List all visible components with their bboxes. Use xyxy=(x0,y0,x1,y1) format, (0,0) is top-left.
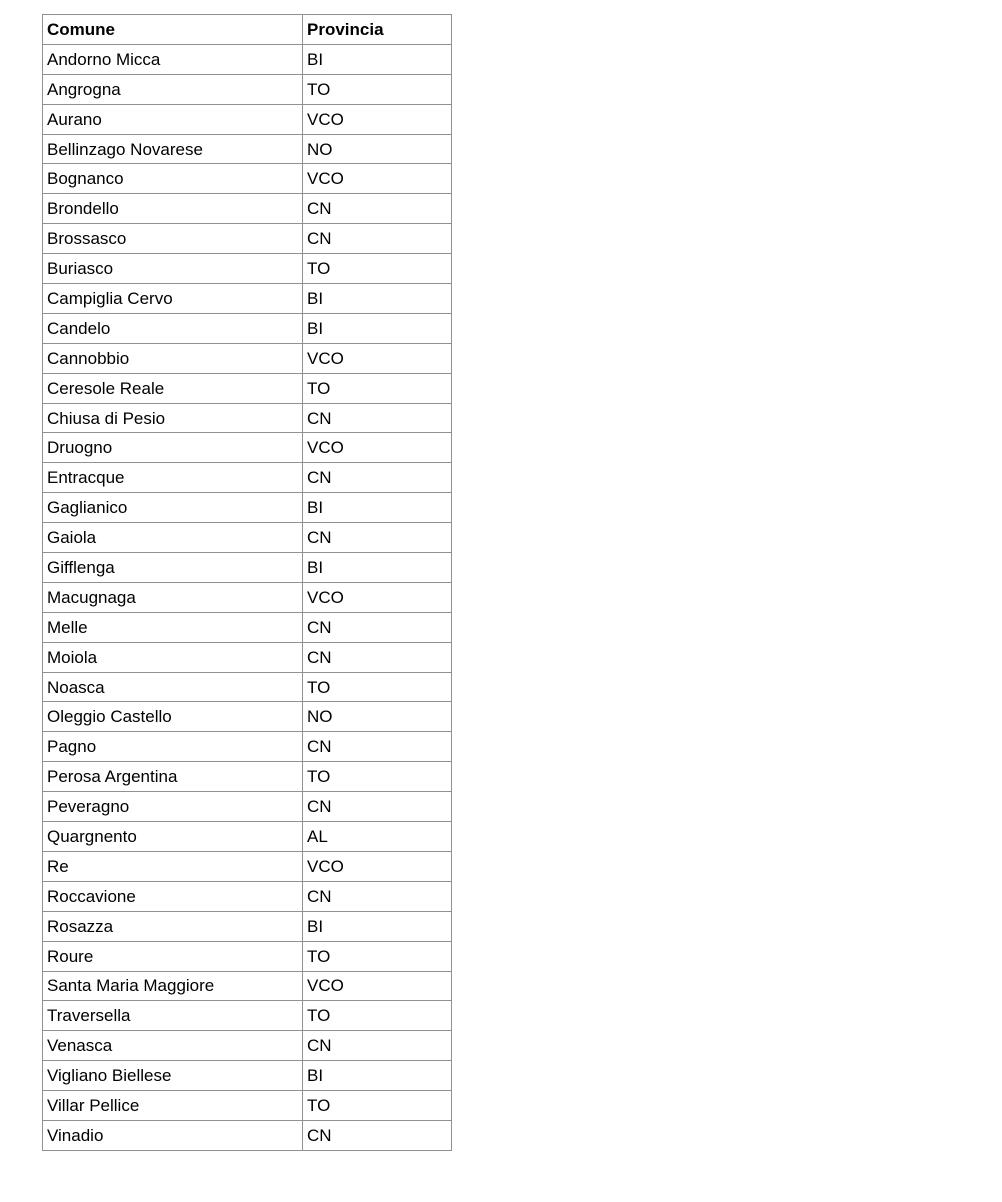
cell-comune: Bellinzago Novarese xyxy=(43,134,303,164)
cell-provincia: NO xyxy=(303,134,452,164)
cell-comune: Santa Maria Maggiore xyxy=(43,971,303,1001)
table-row xyxy=(43,672,452,702)
cell-comune: Peveragno xyxy=(43,792,303,822)
cell-provincia: TO xyxy=(303,1091,452,1121)
cell-comune: Vinadio xyxy=(43,1120,303,1150)
table-row xyxy=(43,642,452,672)
cell-comune: Melle xyxy=(43,612,303,642)
table-row xyxy=(43,1031,452,1061)
table-row xyxy=(43,1091,452,1121)
table-row xyxy=(43,164,452,194)
table-row xyxy=(43,194,452,224)
cell-comune: Rosazza xyxy=(43,911,303,941)
cell-comune: Gaiola xyxy=(43,523,303,553)
cell-provincia: CN xyxy=(303,403,452,433)
cell-comune: Entracque xyxy=(43,463,303,493)
cell-comune: Campiglia Cervo xyxy=(43,284,303,314)
cell-provincia: TO xyxy=(303,254,452,284)
cell-comune: Gifflenga xyxy=(43,553,303,583)
cell-comune: Aurano xyxy=(43,104,303,134)
table-row xyxy=(43,792,452,822)
cell-provincia: CN xyxy=(303,612,452,642)
comune-provincia-table xyxy=(42,14,452,1151)
cell-provincia: TO xyxy=(303,74,452,104)
column-header-provincia: Provincia xyxy=(303,15,452,45)
table-row xyxy=(43,284,452,314)
cell-provincia: CN xyxy=(303,1120,452,1150)
cell-provincia: TO xyxy=(303,941,452,971)
table-row xyxy=(43,403,452,433)
cell-provincia: CN xyxy=(303,881,452,911)
cell-comune: Re xyxy=(43,851,303,881)
table-row xyxy=(43,44,452,74)
cell-provincia: CN xyxy=(303,732,452,762)
cell-comune: Brondello xyxy=(43,194,303,224)
cell-provincia: VCO xyxy=(303,851,452,881)
cell-comune: Cannobbio xyxy=(43,343,303,373)
cell-comune: Macugnaga xyxy=(43,582,303,612)
table-row xyxy=(43,911,452,941)
cell-comune: Perosa Argentina xyxy=(43,762,303,792)
cell-comune: Pagno xyxy=(43,732,303,762)
table-row xyxy=(43,612,452,642)
cell-comune: Venasca xyxy=(43,1031,303,1061)
cell-provincia: VCO xyxy=(303,582,452,612)
cell-provincia: CN xyxy=(303,642,452,672)
cell-provincia: AL xyxy=(303,822,452,852)
cell-provincia: BI xyxy=(303,284,452,314)
cell-provincia: VCO xyxy=(303,433,452,463)
table-row xyxy=(43,851,452,881)
cell-comune: Oleggio Castello xyxy=(43,702,303,732)
table-row xyxy=(43,74,452,104)
table-row xyxy=(43,433,452,463)
table-row xyxy=(43,493,452,523)
cell-provincia: BI xyxy=(303,44,452,74)
table-row xyxy=(43,1120,452,1150)
cell-comune: Vigliano Biellese xyxy=(43,1061,303,1091)
table-row xyxy=(43,1061,452,1091)
table-row xyxy=(43,523,452,553)
table-row xyxy=(43,463,452,493)
cell-provincia: TO xyxy=(303,1001,452,1031)
cell-provincia: CN xyxy=(303,1031,452,1061)
table-row xyxy=(43,582,452,612)
table-row xyxy=(43,224,452,254)
cell-comune: Buriasco xyxy=(43,254,303,284)
cell-comune: Bognanco xyxy=(43,164,303,194)
cell-comune: Noasca xyxy=(43,672,303,702)
cell-comune: Andorno Micca xyxy=(43,44,303,74)
cell-provincia: VCO xyxy=(303,971,452,1001)
cell-comune: Roure xyxy=(43,941,303,971)
cell-comune: Moiola xyxy=(43,642,303,672)
cell-comune: Chiusa di Pesio xyxy=(43,403,303,433)
table-row xyxy=(43,822,452,852)
table-row xyxy=(43,762,452,792)
table-header-row xyxy=(43,15,452,45)
table-row xyxy=(43,134,452,164)
cell-comune: Gaglianico xyxy=(43,493,303,523)
cell-provincia: TO xyxy=(303,672,452,702)
cell-comune: Candelo xyxy=(43,313,303,343)
cell-provincia: BI xyxy=(303,553,452,583)
table-row xyxy=(43,971,452,1001)
table-row xyxy=(43,702,452,732)
cell-comune: Quargnento xyxy=(43,822,303,852)
cell-comune: Ceresole Reale xyxy=(43,373,303,403)
table-row xyxy=(43,941,452,971)
table-row xyxy=(43,553,452,583)
cell-comune: Brossasco xyxy=(43,224,303,254)
table-row xyxy=(43,104,452,134)
table-row xyxy=(43,732,452,762)
cell-provincia: VCO xyxy=(303,104,452,134)
table-row xyxy=(43,1001,452,1031)
cell-provincia: TO xyxy=(303,373,452,403)
cell-comune: Druogno xyxy=(43,433,303,463)
cell-provincia: BI xyxy=(303,493,452,523)
column-header-comune: Comune xyxy=(43,15,303,45)
cell-provincia: CN xyxy=(303,523,452,553)
cell-provincia: TO xyxy=(303,762,452,792)
cell-provincia: BI xyxy=(303,313,452,343)
cell-comune: Villar Pellice xyxy=(43,1091,303,1121)
table-row xyxy=(43,343,452,373)
cell-provincia: CN xyxy=(303,224,452,254)
cell-comune: Traversella xyxy=(43,1001,303,1031)
table-body xyxy=(43,44,452,1150)
cell-provincia: CN xyxy=(303,463,452,493)
cell-provincia: BI xyxy=(303,1061,452,1091)
cell-provincia: NO xyxy=(303,702,452,732)
cell-provincia: VCO xyxy=(303,343,452,373)
cell-provincia: CN xyxy=(303,194,452,224)
table-row xyxy=(43,313,452,343)
cell-comune: Angrogna xyxy=(43,74,303,104)
table-row xyxy=(43,254,452,284)
cell-provincia: CN xyxy=(303,792,452,822)
table-row xyxy=(43,373,452,403)
cell-comune: Roccavione xyxy=(43,881,303,911)
cell-provincia: VCO xyxy=(303,164,452,194)
table-row xyxy=(43,881,452,911)
cell-provincia: BI xyxy=(303,911,452,941)
